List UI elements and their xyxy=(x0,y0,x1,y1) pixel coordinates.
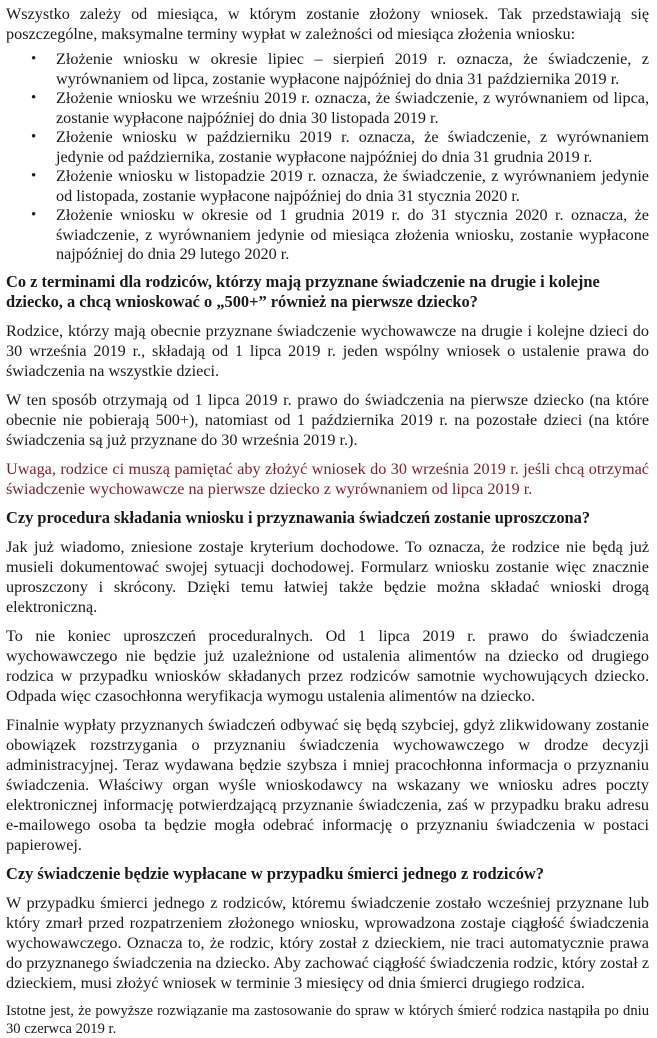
list-item: • Złożenie wniosku w okresie lipiec – sierpień 2019 r. oznacza, że świadczenie, z wyrównaniem od lipca, zostanie wypłacone najpóźniej do dnia 31 października 2019 r. xyxy=(56,50,649,89)
paragraph: Finalnie wypłaty przyznanych świadczeń odbywać się będą szybciej, gdyż zlikwidowany zostanie obowiązek rozstrzygania o przyznaniu świadczenia wychowawczego w drodze decyzji administracyjnej. Teraz wydawana będzie szybsza i mniej pracochłonna informacja o przyznaniu świadczenia. Właściwy organ wyśle wnioskodawcy na wskazany we wniosku adres poczty elektronicznej informację potwierdzającą przyznanie świadczenia, zaś w przypadku braku adresu e-mailowego osoba ta będzie mogła odebrać informację o przyznaniu świadczenia w postaci papierowej. xyxy=(6,715,649,854)
list-item: • Złożenie wniosku w okresie od 1 grudnia 2019 r. do 31 stycznia 2020 r. oznacza, że świadczenie, z wyrównaniem jedynie od miesiąca złożenia wniosku, zostanie wypłacone najpóźniej do dnia 29 lutego 2020 r. xyxy=(56,206,649,265)
note-paragraph: Istotne jest, że powyższe rozwiązanie ma zastosowanie do spraw w których śmierć rodzica nastąpiła po dniu 30 czerwca 2019 r. xyxy=(6,1002,649,1037)
paragraph: W ten sposób otrzymają od 1 lipca 2019 r. prawo do świadczenia na pierwsze dziecko (na które obecnie nie pobierają 500+), natomiast od 1 października 2019 r. na pozostałe dzieci (na które świadczenia są już przyznane do 30 września 2019 r.). xyxy=(6,390,649,449)
intro-paragraph: Wszystko zależy od miesiąca, w którym zostanie złożony wniosek. Tak przedstawiają się poszczególne, maksymalne terminy wypłat w zależności od miesiąca złożenia wniosku: xyxy=(6,5,649,43)
section-heading-first-child: Co z terminami dla rodziców, którzy mają przyznane świadczenie na drugie i kolejne dziecko, a chcą wnioskować o „500+” również na pierwsze dziecko? xyxy=(6,271,600,311)
paragraph: To nie koniec uproszczeń proceduralnych. Od 1 lipca 2019 r. prawo do świadczenia wychowawczego nie będzie już uzależnione od ustalenia alimentów na dziecko od drugiego rodzica w przypadku wniosków składanych przez rodziców samotnie wychowujących dziecko. Odpada więc czasochłonna weryfikacja wymogu ustalenia alimentów na dziecko. xyxy=(6,626,649,705)
list-item: • Złożenie wniosku w listopadzie 2019 r. oznacza, że świadczenie, z wyrównaniem jedynie od listopada, zostanie wypłacone najpóźniej do dnia 31 stycznia 2020 r. xyxy=(56,167,649,206)
section-heading-parent-death: Czy świadczenie będzie wypłacane w przypadku śmierci jednego z rodziców? xyxy=(6,863,544,883)
paragraph: W przypadku śmierci jednego z rodziców, któremu świadczenie zostało wcześniej przyznane lub który zmarł przed rozpatrzeniem złożonego wniosku, wprowadzona zostaje ciągłość świadczenia wychowawczego. Oznacza to, że rodzic, który został z dzieckiem, nie traci automatycznie prawa do przyznanego świadczenia na dziecko. Aby zachować ciągłość świadczenia rodzic, który został z dzieckiem, musi złożyć wniosek w terminie 3 miesięcy od dnia śmierci drugiego rodzica. xyxy=(6,893,649,992)
section-heading-simplified-procedure: Czy procedura składania wniosku i przyznawania świadczeń zostanie uproszczona? xyxy=(6,507,591,527)
list-item: • Złożenie wniosku we wrześniu 2019 r. oznacza, że świadczenie, z wyrównaniem od lipca, zostanie wypłacone najpóźniej do dnia 30 listopada 2019 r. xyxy=(56,89,649,128)
payment-deadlines-list xyxy=(6,50,649,265)
warning-paragraph: Uwaga, rodzice ci muszą pamiętać aby złożyć wniosek do 30 września 2019 r. jeśli chcą otrzymać świadczenie wychowawcze na pierwsze dziecko z wyrównaniem od lipca 2019 r. xyxy=(6,459,649,498)
list-item: • Złożenie wniosku w październiku 2019 r. oznacza, że świadczenie, z wyrównaniem jedynie od października, zostanie wypłacone najpóźniej do dnia 31 grudnia 2019 r. xyxy=(56,128,649,167)
paragraph: Rodzice, którzy mają obecnie przyznane świadczenie wychowawcze na drugie i kolejne dzieci do 30 września 2019 r., składają od 1 lipca 2019 r. jeden wspólny wniosek o ustalenie prawa do świadczenia na wszystkie dzieci. xyxy=(6,321,649,380)
paragraph: Jak już wiadomo, zniesione zostaje kryterium dochodowe. To oznacza, że rodzice nie będą już musieli dokumentować swojej sytuacji dochodowej. Formularz wniosku zostanie więc znacznie uproszczony i skrócony. Dzięki temu łatwiej także będzie można składać wnioski drogą elektroniczną. xyxy=(6,537,649,616)
